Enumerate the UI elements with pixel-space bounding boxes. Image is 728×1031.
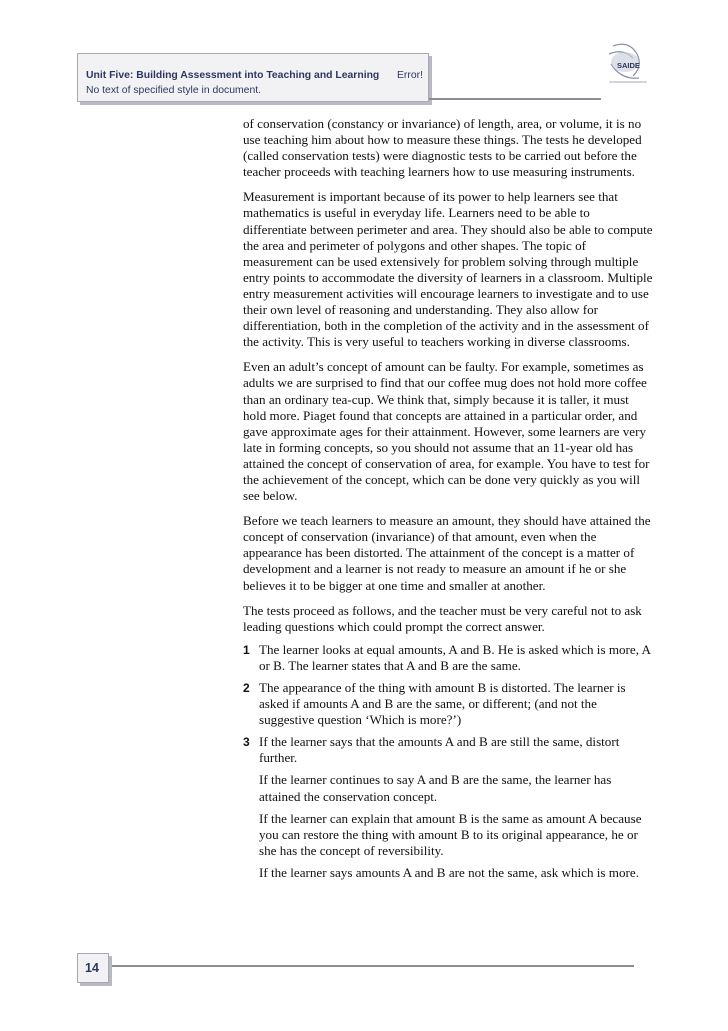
list-item-number: 3: [243, 735, 250, 750]
header-subtitle: No text of specified style in document.: [86, 85, 261, 96]
list-item-number: 2: [243, 681, 250, 695]
list-item: [243, 642, 655, 674]
paragraph-adult-concept: Even an adult’s concept of amount can be faulty. For example, sometimes as adults we are surprised to find that our coffee mug does not hold more coffee than an ordinary tea-cup. We think that, simply because it is taller, it must hold more. Piaget found that concepts are attained in a particular order, and gave approximate ages for their attainment. However, some learners are very late in forming concepts, so you should not assume that an 11-year old has attained the concept of conservation of area, for example. You have to test for the achievement of the concept, which can be done very quickly as you will see below.: [243, 359, 650, 504]
sub-paragraph: If the learner can explain that amount B is the same as amount A because you can restore the thing with amount B to its original appearance, he or she has the concept of reversibility.: [259, 810, 642, 858]
list-item: [243, 680, 655, 728]
footer-rule: [112, 965, 634, 967]
list-item: [243, 734, 655, 766]
sub-paragraph: If the learner continues to say A and B are the same, the learner has attained the conservation concept.: [259, 772, 612, 804]
header-rule: [429, 98, 601, 100]
list-item-text: The learner looks at equal amounts, A and B. He is asked which is more, A or B. The learner states that A and B are the same.: [259, 641, 651, 673]
paragraph-before-teaching: Before we teach learners to measure an amount, they should have attained the concept of conservation (invariance) of that amount, even when the appearance has been distorted. The attainment of the concept is a matter of development and a learner is not ready to measure an amount if he or she believes it to be bigger at one time and smaller at another.: [243, 513, 651, 593]
paragraph-tests-intro: The tests proceed as follows, and the teacher must be very careful not to ask leading questions which could prompt the correct answer.: [243, 602, 642, 634]
header-title: Unit Five: Building Assessment into Teaching and Learning: [86, 70, 380, 81]
saide-logo: [603, 40, 651, 98]
paragraph-measurement: Measurement is important because of its power to help learners see that mathematics is useful in everyday life. Learners need to be able to differentiate between perimeter and area. They should also be able to compute the area and perimeter of polygons and other shapes. The topic of measurement can be used extensively for problem solving through multiple entry points to accommodate the diversity of learners in a classroom. Multiple entry measurement activities will encourage learners to investigate and to use their own level of reasoning and understanding. They also allow for differentiation, both in the completion of the activity and in the assessment of the activity. This is very useful to teachers working in diverse classrooms.: [243, 189, 653, 350]
header-error-text: Error!: [397, 70, 423, 81]
list-item-text: If the learner says that the amounts A and B are still the same, distort further.: [259, 734, 620, 766]
list-item-text: The appearance of the thing with amount B is distorted. The learner is asked if amounts A and B are the same, or different; (and not the suggestive question ‘Which is more?’): [259, 680, 626, 728]
paragraph-conservation: of conservation (constancy or invariance) of length, area, or volume, it is no use teaching him about how to measure these things. The tests he developed (called conservation tests) were diagnostic tests to be carried out before the teacher proceeds with teaching learners how to use measuring instruments.: [243, 116, 642, 180]
page-number: 14: [85, 961, 99, 975]
list-item-number: 1: [243, 642, 250, 657]
svg-text:SAIDE: SAIDE: [617, 61, 640, 70]
main-content: [243, 116, 655, 887]
sub-paragraph: If the learner says amounts A and B are not the same, ask which is more.: [259, 864, 639, 880]
